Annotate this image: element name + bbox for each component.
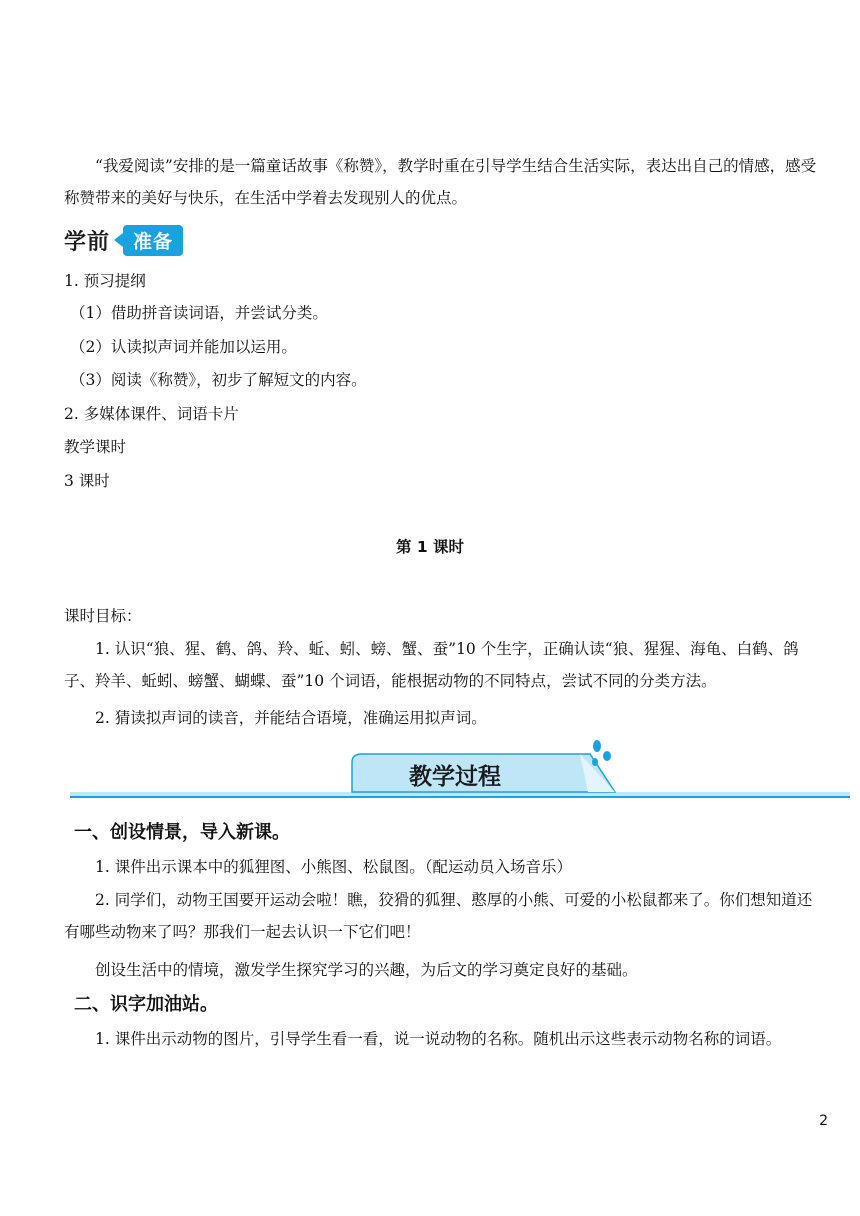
goal-1: 1. 认识“狼、猩、鹤、鸽、羚、蚯、蚓、螃、蟹、蚕”10 个生字，正确认读“狼、猩猩、海龟、白鹤、鸽子、羚羊、蚯蚓、螃蟹、蝴蝶、蚕”10 个词语，能根据动物的不同特点，尝试不同的分类方法。	[64, 640, 799, 690]
water-drop-icon	[592, 740, 611, 766]
section1-title: 一、创设情景，导入新课。	[74, 822, 290, 843]
section2-title: 二、识字加油站。	[74, 994, 218, 1015]
prep-item: （3）阅读《称赞》，初步了解短文的内容。	[70, 371, 367, 389]
goals-label: 课时目标：	[64, 607, 142, 625]
teaching-process-banner	[70, 740, 850, 802]
lesson-title: 第 1 课时	[395, 538, 465, 556]
prep-item: （2）认读拟声词并能加以运用。	[70, 338, 297, 356]
prep-item: 教学课时	[64, 438, 127, 456]
prep-badge-light: 准备	[123, 225, 183, 256]
page-number: 2	[819, 1113, 828, 1129]
section2-p1: 1. 课件出示动物的图片，引导学生看一看，说一说动物的名称。随机出示这些表示动物名称的词语。	[95, 1030, 782, 1048]
section1-p3: 创设生活中的情境，激发学生探究学习的兴趣，为后文的学习奠定良好的基础。	[95, 961, 638, 979]
prep-badge	[64, 224, 183, 256]
section1-p1: 1. 课件出示课本中的狐狸图、小熊图、松鼠图。（配运动员入场音乐）	[95, 858, 572, 876]
prep-item: 3 课时	[64, 472, 110, 490]
intro-paragraph: “我爱阅读”安排的是一篇童话故事《称赞》，教学时重在引导学生结合生活实际，表达出自己的情感，感受称赞带来的美好与快乐，在生活中学着去发现别人的优点。	[64, 157, 817, 207]
banner-text: 教学过程	[409, 764, 501, 790]
badge-arrow-icon	[114, 233, 123, 247]
prep-item: 1. 预习提纲	[64, 272, 146, 290]
prep-badge-dark: 学前	[64, 229, 111, 255]
prep-item: 2. 多媒体课件、词语卡片	[64, 405, 239, 423]
prep-item: （1）借助拼音读词语，并尝试分类。	[70, 304, 328, 322]
section1-p2: 2. 同学们，动物王国要开运动会啦！瞧，狡猾的狐狸、憨厚的小熊、可爱的小松鼠都来了。你们想知道还有哪些动物来了吗？那我们一起去认识一下它们吧！	[64, 891, 813, 941]
goal-2: 2. 猜读拟声词的读音，并能结合语境，准确运用拟声词。	[95, 709, 487, 727]
